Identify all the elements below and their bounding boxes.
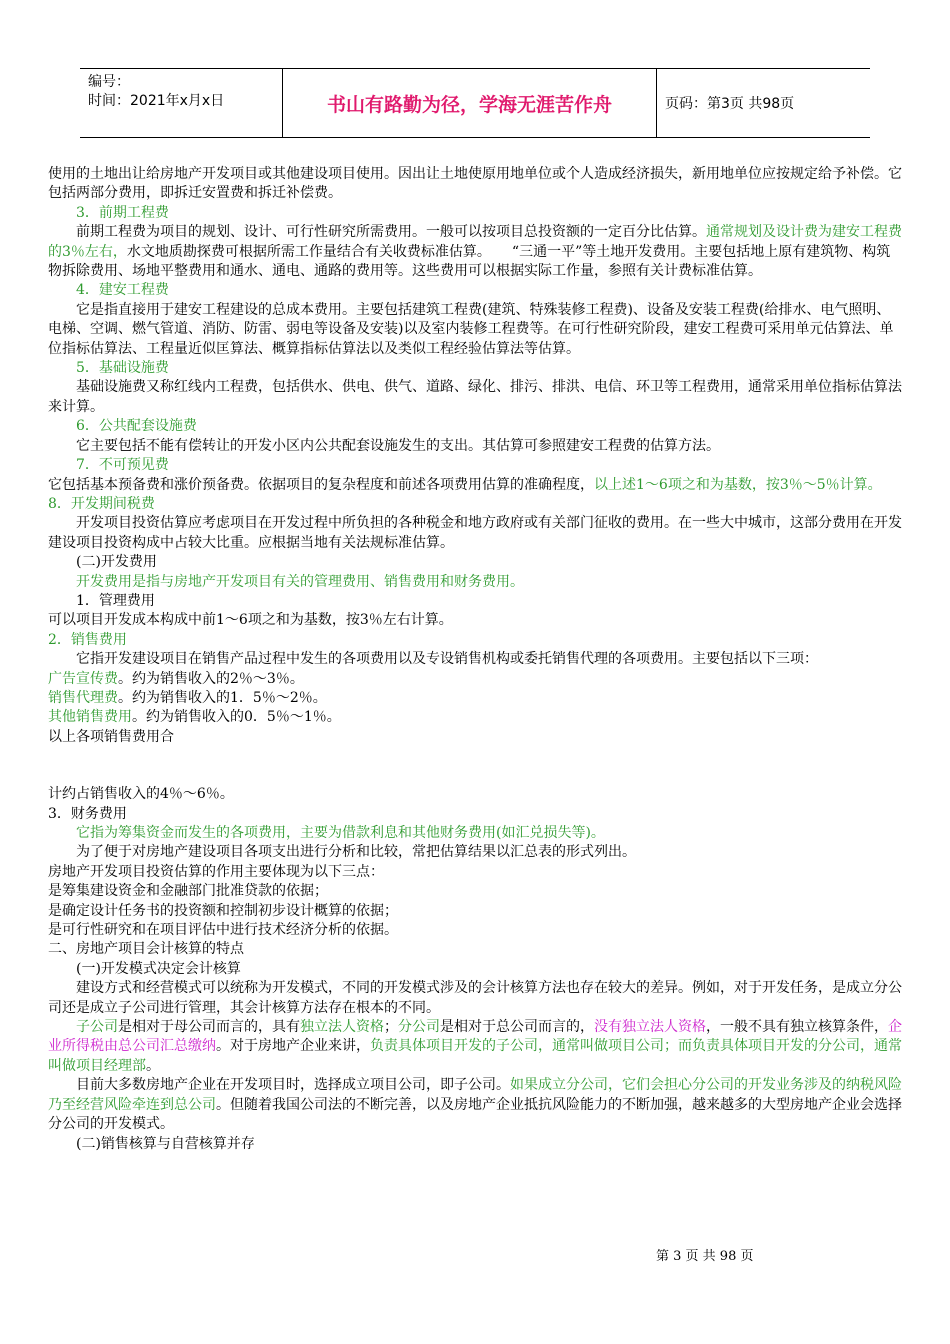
page-footer: 第 3 页 共 98 页 bbox=[656, 1249, 754, 1264]
paragraph: 基础设施费又称红线内工程费，包括供水、供电、供气、道路、绿化、排污、排洪、电信、环卫等工程费用，通常采用单位指标估算法来计算。 bbox=[48, 379, 902, 415]
paragraph: 使用的土地出让给房地产开发项目或其他建设项目使用。因出让土地使原用地单位或个人造成经济损失，新用地单位应按规定给予补偿。它包括两部分费用，即拆迁安置费和拆迁补偿费。 bbox=[48, 166, 902, 202]
subheading-dev-cost: (二)开发费用 bbox=[76, 554, 157, 571]
heading-4: 4．建安工程费 bbox=[76, 282, 169, 299]
list-item: 是确定设计任务书的投资额和控制初步设计概算的依据； bbox=[48, 902, 398, 919]
paragraph: 目前大多数房地产企业在开发项目时，选择成立项目公司，即子公司。如果成立分公司，它们会担心分公司的开发业务涉及的纳税风险乃至经营风险牵连到总公司。但随着我国公司法的不断完善，以及房地产企业抵抗风险能力的不断加强，越来越多的大型房地产企业会选择分公司的开发模式。 bbox=[48, 1077, 902, 1133]
list-item: 是可行性研究和在项目评估中进行技术经济分析的依据。 bbox=[48, 922, 398, 939]
paragraph: 前期工程费为项目的规划、设计、可行性研究所需费用。一般可以按项目总投资额的一定百分比估算。通常规划及设计费为建安工程费的3％左右，水文地质勘探费可根据所需工作量结合有关收费标准估算。 “三通一平”等土地开发费用。主要包括地上原有建筑物、构筑物拆除费用、场地平整费用和通水、通电、通路的费用等。这些费用可以根据实际工作量，参照有关计费标准估算。 bbox=[48, 224, 902, 280]
paragraph: 建设方式和经营模式可以统称为开发模式，不同的开发模式涉及的会计核算方法也存在较大的差异。例如，对于开发任务，是成立分公司还是成立子公司进行管理，其会计核算方法存在根本的不同。 bbox=[48, 980, 902, 1016]
list-item: 销售代理费。约为销售收入的1．5％～2％。 bbox=[48, 689, 327, 706]
paragraph: 计约占销售收入的4％～6％。 bbox=[48, 786, 234, 803]
paragraph: 房地产开发项目投资估算的作用主要体现为以下三点： bbox=[48, 863, 384, 880]
page-header bbox=[80, 68, 870, 138]
section-heading: 二、房地产项目会计核算的特点 bbox=[48, 941, 244, 958]
paragraph: 它指开发建设项目在销售产品过程中发生的各项费用以及专设销售机构或委托销售代理的各项费用。主要包括以下三项： bbox=[76, 651, 818, 668]
list-item: 广告宣传费。约为销售收入的2％～3％。 bbox=[48, 670, 304, 687]
list-item: 是筹集建设资金和金融部门批准贷款的依据； bbox=[48, 883, 328, 900]
header-page: 页码：第3页 共98页 bbox=[665, 96, 795, 112]
definition: 开发费用是指与房地产开发项目有关的管理费用、销售费用和财务费用。 bbox=[76, 573, 524, 590]
paragraph: 它包括基本预备费和涨价预备费。依据项目的复杂程度和前述各项费用估算的准确程度，以上述1～6项之和为基数，按3％～5％计算。 bbox=[48, 476, 882, 493]
paragraph: 为了便于对房地产建设项目各项支出进行分析和比较，常把估算结果以汇总表的形式列出。 bbox=[76, 844, 636, 861]
heading-sales: 2．销售费用 bbox=[48, 631, 127, 648]
heading-7: 7．不可预见费 bbox=[76, 457, 169, 474]
paragraph: 它指为筹集资金而发生的各项费用，主要为借款利息和其他财务费用(如汇兑损失等)。 bbox=[76, 825, 605, 841]
subheading: (一)开发模式决定会计核算 bbox=[76, 960, 241, 977]
list-item: 其他销售费用。约为销售收入的0．5％～1％。 bbox=[48, 709, 341, 726]
heading-finance: 3．财务费用 bbox=[48, 805, 127, 822]
header-time: 时间：2021年x月x日 bbox=[88, 93, 225, 109]
heading-8: 8．开发期间税费 bbox=[48, 495, 155, 512]
paragraph: 以上各项销售费用合 bbox=[48, 728, 174, 745]
paragraph: 可以项目开发成本构成中前1～6项之和为基数，按3％左右计算。 bbox=[48, 612, 453, 629]
heading-6: 6．公共配套设施费 bbox=[76, 418, 197, 435]
document-body bbox=[48, 165, 902, 1154]
heading-3: 3．前期工程费 bbox=[76, 204, 169, 221]
subheading: (二)销售核算与自营核算并存 bbox=[76, 1135, 255, 1152]
paragraph: 它是指直接用于建安工程建设的总成本费用。主要包括建筑工程费(建筑、特殊装修工程费)、设备及安装工程费(给排水、电气照明、电梯、空调、燃气管道、消防、防雷、弱电等设备及安装)以及室内装修工程费等。在可行性研究阶段，建安工程费可采用单元估算法、单位指标估算法、工程量近似匡算法、概算指标估算法以及类似工程经验估算法等估算。 bbox=[48, 301, 894, 357]
paragraph: 开发项目投资估算应考虑项目在开发过程中所负担的各种税金和地方政府或有关部门征收的费用。在一些大中城市，这部分费用在开发建设项目投资构成中占较大比重。应根据当地有关法规标准估算。 bbox=[48, 515, 902, 551]
spacer bbox=[48, 747, 902, 785]
heading-management: 1．管理费用 bbox=[76, 592, 155, 609]
header-number: 编号： bbox=[88, 74, 130, 90]
header-motto: 书山有路勤为径，学海无涯苦作舟 bbox=[283, 69, 657, 137]
paragraph: 子公司是相对于母公司而言的，具有独立法人资格；分公司是相对于总公司而言的，没有独立法人资格，一般不具有独立核算条件，企业所得税由总公司汇总缴纳。对于房地产企业来讲，负责具体项目开发的子公司，通常叫做项目公司；而负责具体项目开发的分公司，通常叫做项目经理部。 bbox=[48, 1019, 902, 1074]
paragraph: 它主要包括不能有偿转让的开发小区内公共配套设施发生的支出。其估算可参照建安工程费的估算方法。 bbox=[76, 437, 720, 454]
header-meta bbox=[80, 69, 283, 137]
heading-5: 5．基础设施费 bbox=[76, 360, 169, 377]
